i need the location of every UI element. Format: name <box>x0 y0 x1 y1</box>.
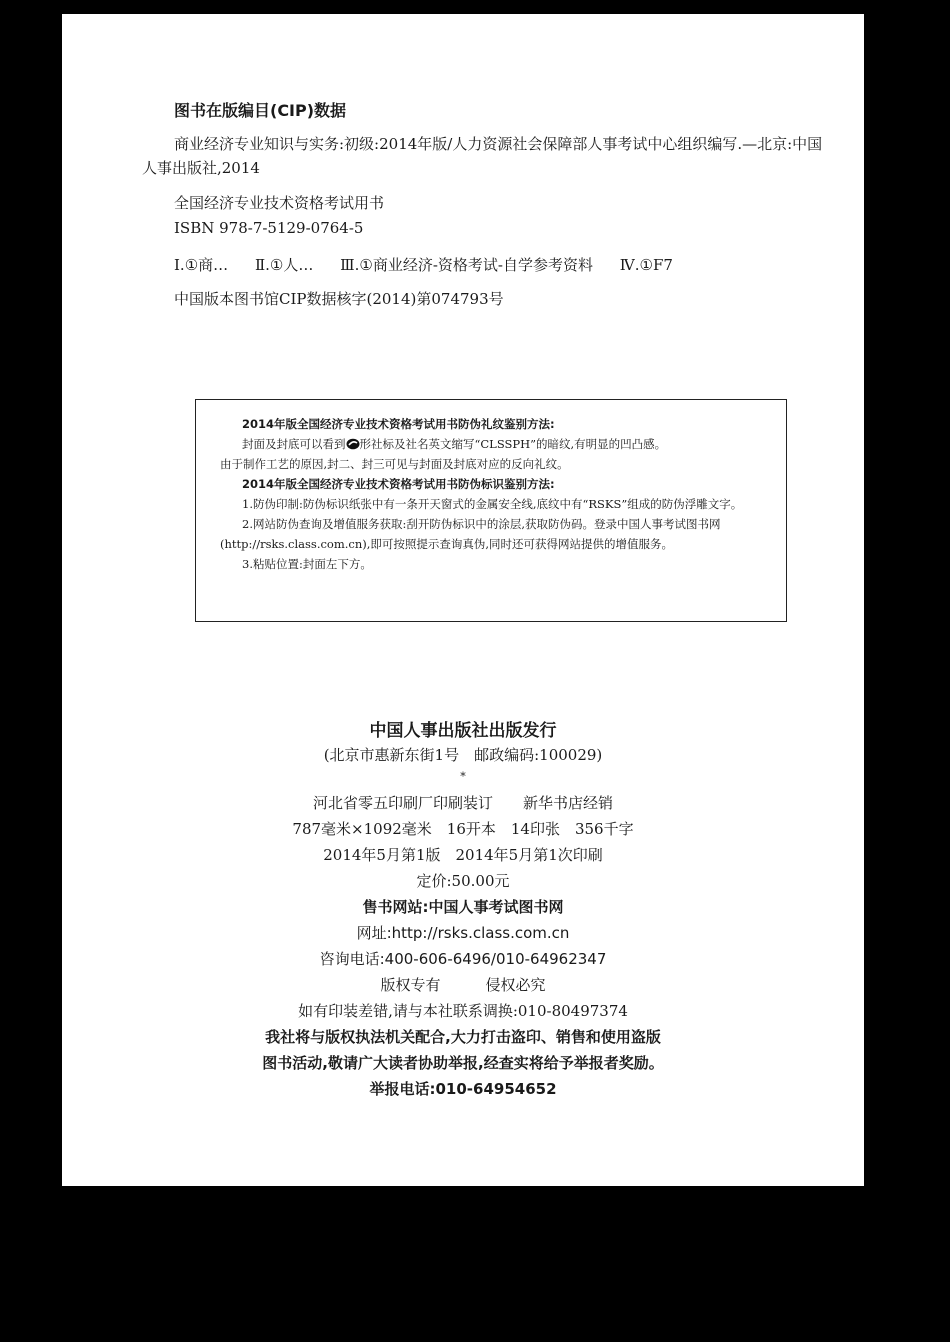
antifake-line-2: 由于制作工艺的原因,封二、封三可见与封面及封底对应的反向礼纹。 <box>220 457 569 471</box>
publisher-line: 中国人事出版社出版发行 <box>369 721 557 741</box>
edition-line: 2014年5月第1版 2014年5月第1次印刷 <box>323 846 603 864</box>
format-line: 787毫米×1092毫米 16开本 14印张 356千字 <box>292 820 634 838</box>
website-label: 售书网站:中国人事考试图书网 <box>362 898 564 916</box>
publisher-logo-icon <box>346 438 360 450</box>
antifake-heading-2: 2014年版全国经济专业技术资格考试用书防伪标识鉴别方法: <box>242 477 555 491</box>
antifake-line-1 <box>220 434 776 454</box>
cip-class-2: Ⅱ.①人… <box>254 256 314 274</box>
cip-series: 全国经济专业技术资格考试用书 <box>174 194 385 212</box>
separator-star: * <box>460 770 466 783</box>
anti-counterfeit-box <box>195 399 787 622</box>
antifake-heading-1: 2014年版全国经济专业技术资格考试用书防伪礼纹鉴别方法: <box>242 417 555 431</box>
cip-class-3: Ⅲ.①商业经济-资格考试-自学参考资料 <box>340 256 593 274</box>
defect-contact-line: 如有印装差错,请与本社联系调换:010-80497374 <box>298 1002 628 1020</box>
antifake-item-1: 1.防伪印制:防伪标识纸张中有一条开天窗式的金属安全线,底纹中有“RSKS”组成的防伪浮雕文字。 <box>242 497 743 511</box>
piracy-line-1: 我社将与版权执法机关配合,大力打击盗印、销售和使用盗版 <box>265 1028 661 1046</box>
piracy-line-2: 图书活动,敬请广大读者协助举报,经查实将给予举报者奖励。 <box>262 1054 664 1072</box>
cip-class-1: Ⅰ.①商… <box>174 256 229 274</box>
cip-class-4: Ⅳ.①F7 <box>619 256 673 274</box>
cip-classification <box>174 254 691 275</box>
antifake-line-1a: 封面及封底可以看到 <box>242 437 346 451</box>
copyright-line: 版权专有 侵权必究 <box>380 976 546 994</box>
cip-title: 图书在版编目(CIP)数据 <box>174 101 347 120</box>
publisher-address: (北京市惠新东街1号 邮政编码:100029) <box>323 746 603 764</box>
phone-line: 咨询电话:400-606-6496/010-64962347 <box>319 950 607 968</box>
printer-line: 河北省零五印刷厂印刷装订 新华书店经销 <box>312 794 613 812</box>
cip-isbn: ISBN 978-7-5129-0764-5 <box>174 219 364 237</box>
copyright-page <box>62 14 864 1186</box>
antifake-item-3: 3.粘贴位置:封面左下方。 <box>242 557 372 571</box>
antifake-item-2: 2.网站防伪查询及增值服务获取:刮开防伪标识中的涂层,获取防伪码。登录中国人事考试图书网(http://rsks.class.com.cn),即可按照提示查询真伪,同时还可获得网站提供的增值服务。 <box>220 517 721 551</box>
report-phone-line: 举报电话:010-64954652 <box>369 1080 557 1098</box>
cip-record: 中国版本图书馆CIP数据核字(2014)第074793号 <box>174 290 504 308</box>
website-url: 网址:http://rsks.class.com.cn <box>356 924 570 942</box>
price-line: 定价:50.00元 <box>416 872 510 890</box>
cip-entry: 商业经济专业知识与实务:初级:2014年版/人力资源社会保障部人事考试中心组织编写.—北京:中国人事出版社,2014 <box>142 135 823 177</box>
antifake-line-1b: 形社标及社名英文缩写“CLSSPH”的暗纹,有明显的凹凸感。 <box>359 437 667 451</box>
